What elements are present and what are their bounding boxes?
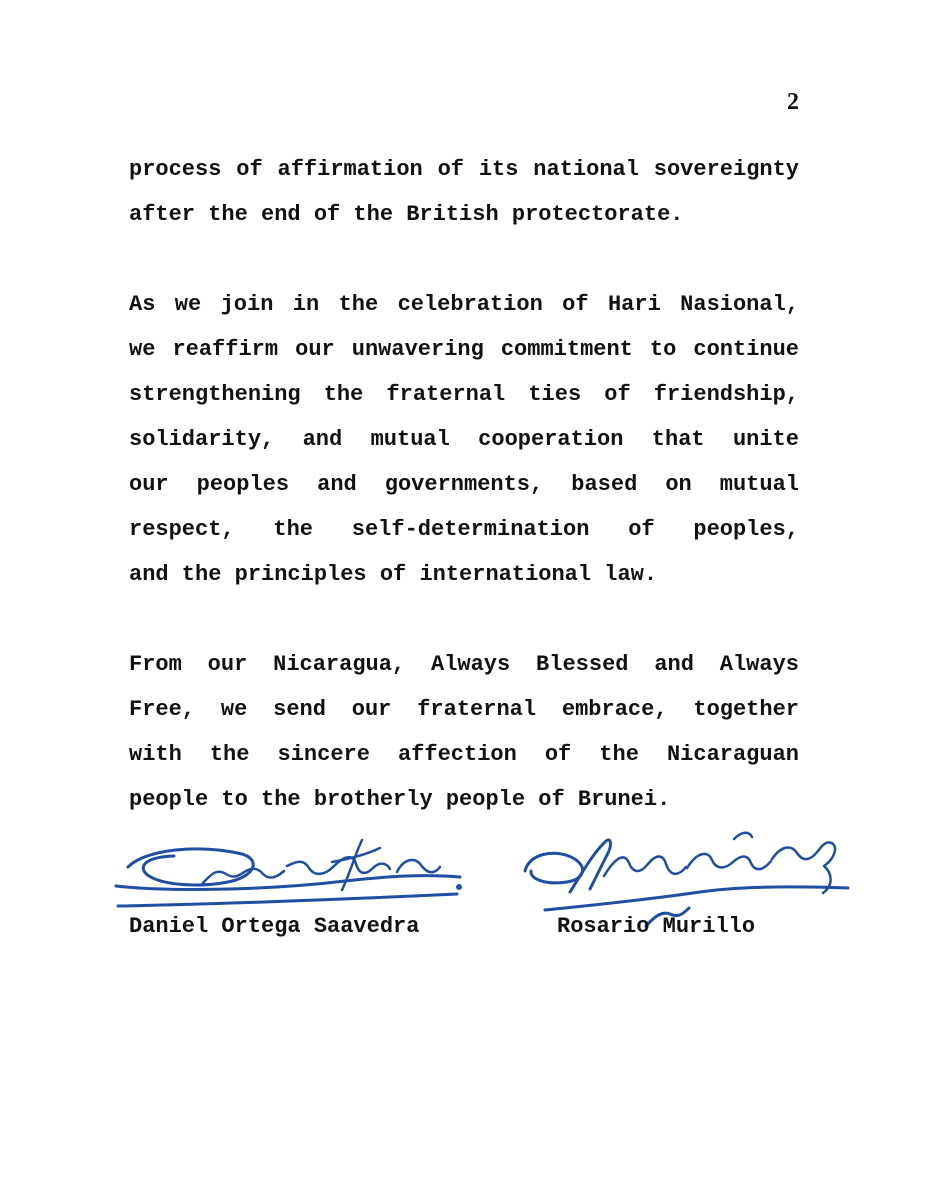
signature-daniel-ortega (116, 840, 462, 906)
text-line: respect, the self-determination of peoples, (129, 517, 799, 542)
text-line: people to the brotherly people of Brunei. (129, 787, 671, 812)
text-line: and the principles of international law. (129, 562, 658, 587)
signature-rosario-murillo (525, 833, 848, 926)
signature-stroke (525, 853, 583, 883)
paragraph-embrace (129, 642, 799, 822)
text-line: after the end of the British protectorate. (129, 202, 684, 227)
text-line: As we join in the celebration of Hari Nasional, (129, 292, 799, 317)
letter-body (129, 147, 799, 867)
signature-stroke (604, 857, 686, 877)
text-line: with the sincere affection of the Nicaraguan (129, 742, 799, 767)
text-line: From our Nicaragua, Always Blessed and Always (129, 652, 799, 677)
page-number: 2 (787, 89, 799, 115)
signature-stroke (397, 860, 440, 872)
text-line: Free, we send our fraternal embrace, together (129, 697, 799, 722)
signature-stroke (118, 894, 457, 906)
signature-block (0, 810, 927, 950)
paragraph-sovereignty (129, 147, 799, 237)
signature-stroke (734, 833, 752, 839)
signature-stroke (687, 854, 771, 869)
paragraph-commitment (129, 282, 799, 597)
signature-dot (456, 884, 462, 890)
signer-name-daniel-ortega: Daniel Ortega Saavedra (129, 914, 420, 939)
text-line: our peoples and governments, based on mutual (129, 472, 799, 497)
signature-stroke (570, 840, 610, 892)
text-line: we reaffirm our unwavering commitment to continue (129, 337, 799, 362)
text-line: strengthening the fraternal ties of friendship, (129, 382, 799, 407)
text-line: process of affirmation of its national sovereignty (129, 157, 799, 182)
signature-stroke (128, 849, 253, 885)
text-line: solidarity, and mutual cooperation that unite (129, 427, 799, 452)
signer-name-rosario-murillo: Rosario Murillo (557, 914, 756, 939)
